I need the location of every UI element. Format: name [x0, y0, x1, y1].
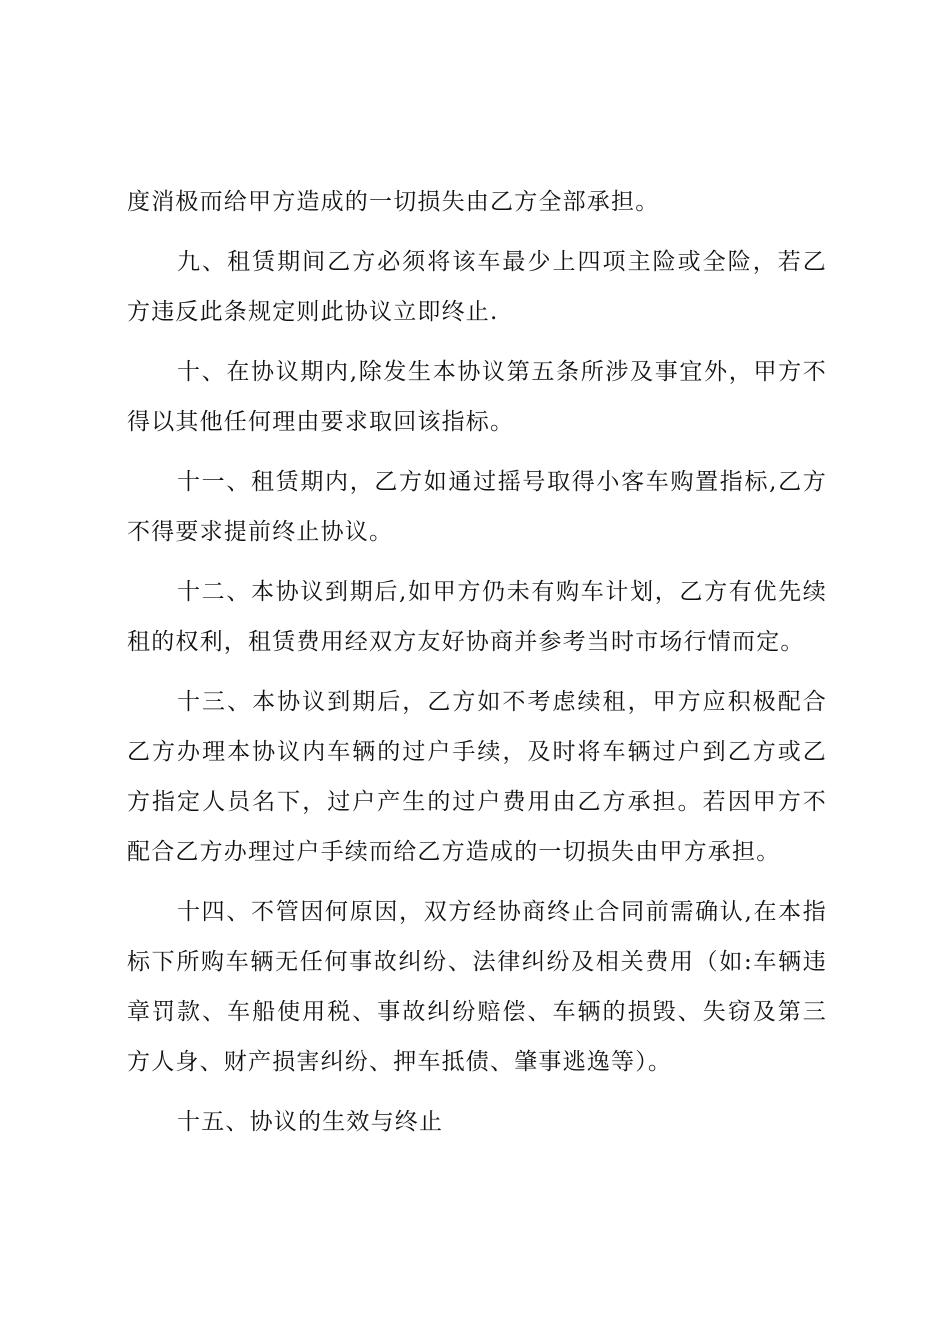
paragraph-clause-11: 十一、租赁期内，乙方如通过摇号取得小客车购置指标,乙方不得要求提前终止协议。 [127, 469, 827, 545]
paragraph-clause-14: 十四、不管因何原因，双方经协商终止合同前需确认,在本指标下所购车辆无任何事故纠纷、法律纠纷及相关费用（如:车辆违章罚款、车船使用税、事故纠纷赔偿、车辆的损毁、失窃及第三方人身、财产损害纠纷、押车抵债、肇事逃逸等）。 [127, 899, 827, 1075]
paragraph-continuation: 度消极而给甲方造成的一切损失由乙方全部承担。 [127, 189, 660, 215]
paragraph-clause-10: 十、在协议期内,除发生本协议第五条所涉及事宜外，甲方不得以其他任何理由要求取回该指标。 [127, 359, 827, 435]
paragraph-clause-15-heading: 十五、协议的生效与终止 [177, 1109, 444, 1135]
paragraph-clause-13: 十三、本协议到期后，乙方如不考虑续租，甲方应积极配合乙方办理本协议内车辆的过户手续，及时将车辆过户到乙方或乙方指定人员名下，过户产生的过户费用由乙方承担。若因甲方不配合乙方办理过户手续而给乙方造成的一切损失由甲方承担。 [127, 689, 827, 865]
paragraph-clause-9: 九、租赁期间乙方必须将该车最少上四项主险或全险，若乙方违反此条规定则此协议立即终止. [127, 249, 827, 325]
document-body [127, 177, 827, 1157]
paragraph-clause-12: 十二、本协议到期后,如甲方仍未有购车计划，乙方有优先续租的权利，租赁费用经双方友好协商并参考当时市场行情而定。 [127, 579, 827, 655]
